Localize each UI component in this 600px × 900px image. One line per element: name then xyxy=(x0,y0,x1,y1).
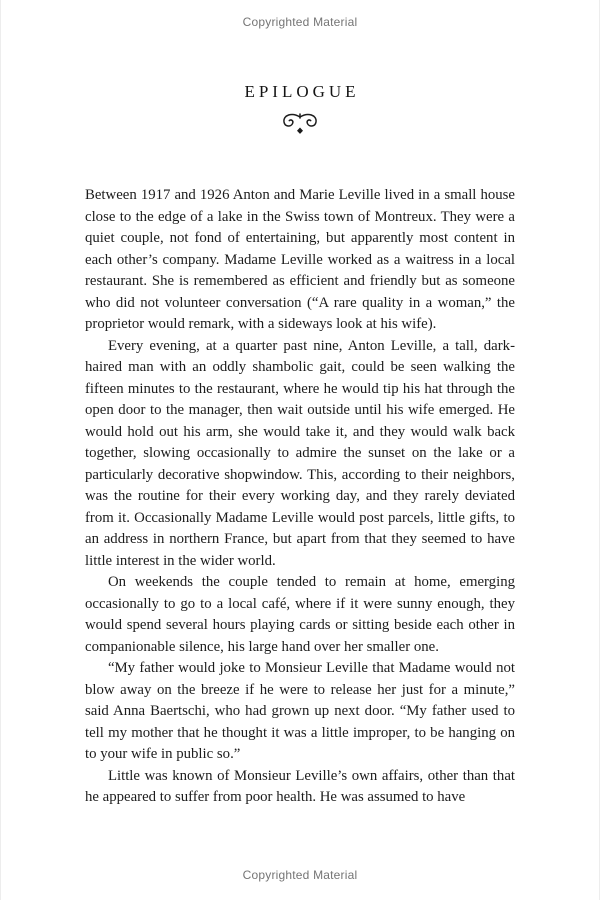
copyright-notice-top: Copyrighted Material xyxy=(242,15,358,29)
paragraph: On weekends the couple tended to remain at home, emerging occasionally to go to a local café, where if it were sunny enough, they would spend several hours playing cards or sitting beside each other in companionable silence, his large hand over her smaller one. xyxy=(85,574,515,655)
paragraph: Every evening, at a quarter past nine, Anton Leville, a tall, dark-haired man with an oddly shambolic gait, could be seen walking the fifteen minutes to the restaurant, where he would tip his hat through the open door to the manager, then wait outside until his wife emerged. He would hold out his arm, she would take it, and they would walk back together, slowing occasionally to admire the sunset on the lake or a particularly decorative shopwindow. This, according to their neighbors, was the routine for their every working day, and they rarely deviated from it. Occasionally Madame Leville would post parcels, little gifts, to an address in northern France, but apart from that they seemed to have little interest in the wider world. xyxy=(85,337,515,569)
page-content xyxy=(1,0,599,809)
body-text xyxy=(85,185,515,809)
fleuron-ornament-icon xyxy=(1,111,599,137)
paragraph: Between 1917 and 1926 Anton and Marie Leville lived in a small house close to the edge of a lake in the Swiss town of Montreux. They were a quiet couple, not fond of entertaining, but apparently most content in each other’s company. Madame Leville worked as a waitress in a local restaurant. She is remembered as efficient and friendly but as someone who did not volunteer conversation (“A rare quality in a woman,” the proprietor would remark, with a sideways look at his wife). xyxy=(85,187,515,332)
copyright-notice-bottom: Copyrighted Material xyxy=(242,868,358,882)
chapter-heading: EPILOGUE xyxy=(244,82,360,101)
paragraph: Little was known of Monsieur Leville’s own affairs, other than that he appeared to suffer from poor health. He was assumed to have xyxy=(85,767,515,805)
paragraph: “My father would joke to Monsieur Leville that Madame would not blow away on the breeze if he were to release her just for a minute,” said Anna Baertschi, who had grown up next door. “My father used to tell my mother that he thought it was a little improper, to be hanging on to your wife in public so.” xyxy=(85,660,515,762)
